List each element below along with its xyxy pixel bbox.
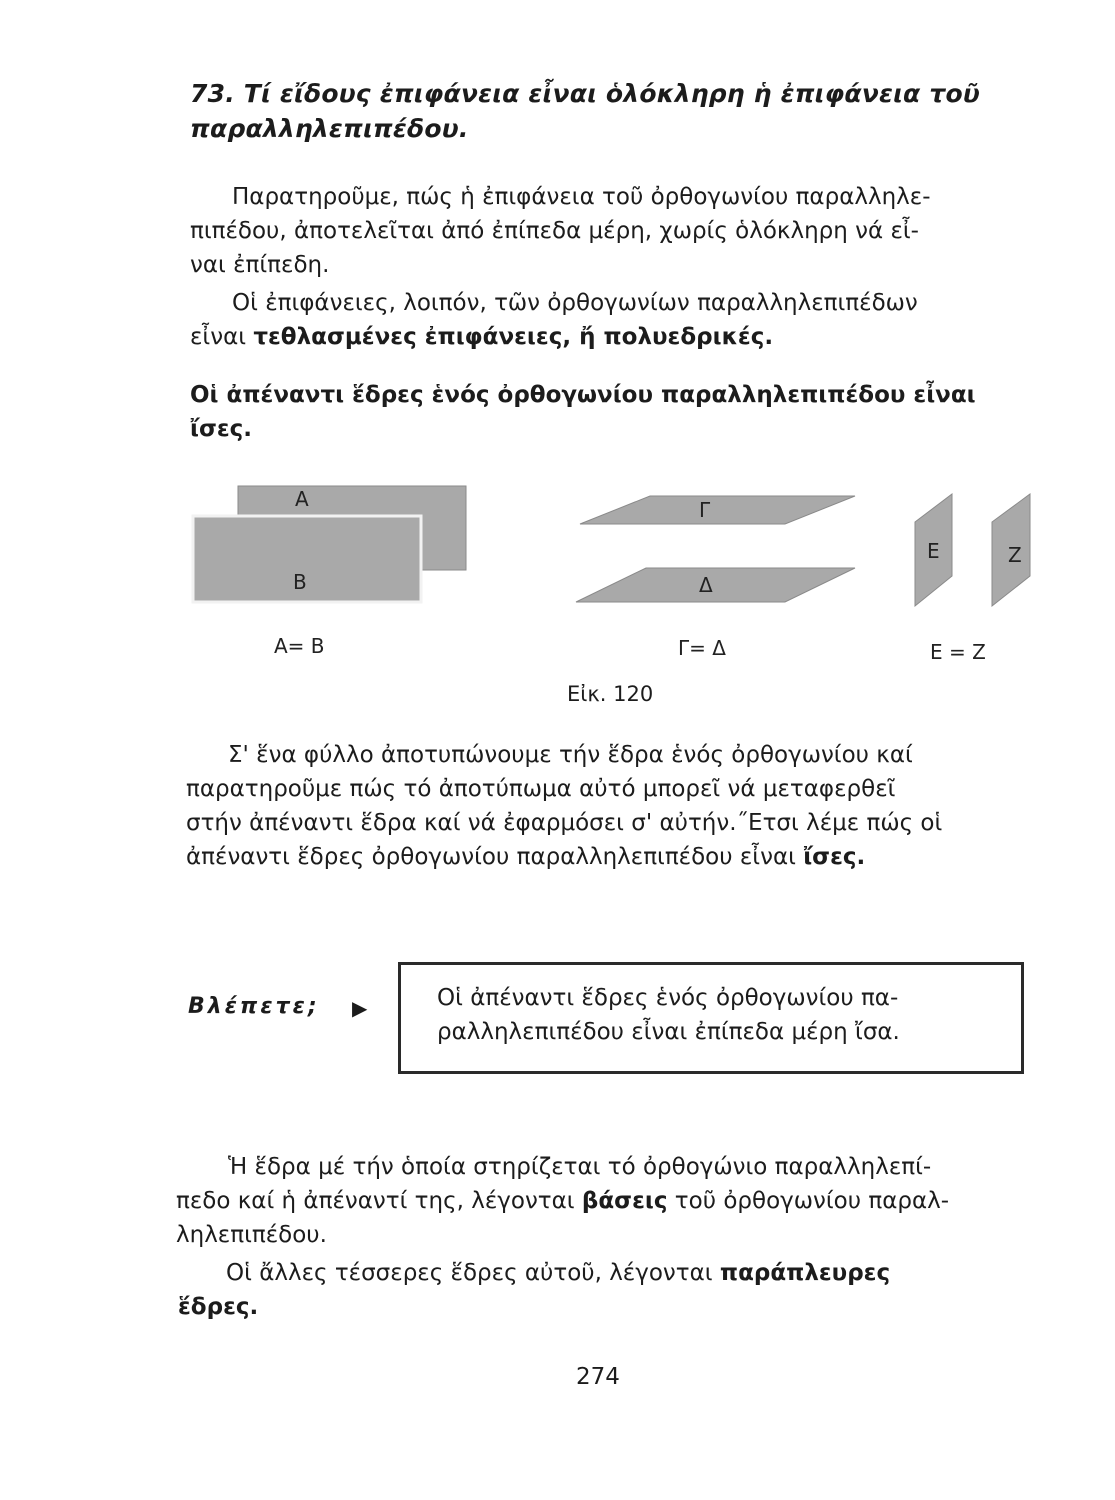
para6-line-1-bold: παράπλευρες: [719, 1260, 891, 1286]
page-number: 274: [576, 1364, 620, 1390]
para6-line-2: ἕδρες.: [178, 1294, 259, 1320]
look-label: Βλέπετε;: [188, 994, 320, 1019]
equation-epsilon-equals-zeta: Ε = Ζ: [930, 640, 986, 664]
summary-line-1: Οἱ ἀπέναντι ἕδρες ἑνός ὀρθογωνίου πα-: [437, 985, 899, 1011]
paragraph-surface-observation: [190, 180, 1048, 282]
para1-line-2: πιπέδου, ἀποτελεῖται ἀπό ἐπίπεδα μέρη, χωρίς ὁλόκληρη νά εἶ-: [190, 218, 919, 244]
para4-line-4-bold: ἴσες.: [803, 844, 866, 870]
summary-box: [398, 962, 1024, 1074]
label-a: Α: [295, 487, 309, 511]
paragraph-bases-definition: [176, 1150, 1034, 1252]
section-heading: [190, 76, 1050, 146]
equation-gamma-equals-delta: Γ= Δ: [678, 636, 726, 660]
summary-box-text: [437, 981, 997, 1049]
para3-line-1: Οἱ ἀπέναντι ἕδρες ἑνός ὀρθογωνίου παραλληλεπιπέδου εἶναι: [190, 382, 976, 408]
para4-line-1: Σ' ἕνα φύλλο ἀποτυπώνουμε τήν ἕδρα ἑνός ὀρθογωνίου καί: [228, 742, 913, 768]
para5-line-2-bold: βάσεις: [581, 1188, 668, 1214]
para4-line-2: παρατηροῦμε πώς τό ἀποτύπωμα αὐτό μπορεῖ νά μεταφερθεῖ: [186, 776, 896, 802]
para1-line-1: Παρατηροῦμε, πώς ἡ ἐπιφάνεια τοῦ ὀρθογωνίου παραλληλε-: [232, 184, 931, 210]
para5-line-2-plain: πεδο καί ἡ ἀπέναντί της, λέγονται: [176, 1188, 582, 1214]
para3-line-2: ἴσες.: [190, 416, 253, 442]
figure-120: [180, 476, 1050, 716]
para2-line-2-plain: εἶναι: [190, 324, 254, 350]
face-delta-parallelogram: [576, 568, 855, 602]
para5-line-2-rest: τοῦ ὀρθογωνίου παραλ-: [667, 1188, 950, 1214]
label-gamma: Γ: [699, 498, 711, 522]
label-delta: Δ: [699, 573, 713, 597]
label-epsilon: Ε: [927, 539, 940, 563]
para2-line-1: Οἱ ἐπιφάνειες, λοιπόν, τῶν ὀρθογωνίων παραλληλεπιπέδων: [232, 290, 918, 316]
paragraph-imprint-experiment: [186, 738, 1046, 874]
para4-line-4-plain: ἀπέναντι ἕδρες ὀρθογωνίου παραλληλεπιπέδου εἶναι: [186, 844, 804, 870]
para6-line-1-plain: Οἱ ἄλλες τέσσερες ἕδρες αὐτοῦ, λέγονται: [226, 1260, 720, 1286]
label-b: Β: [293, 570, 307, 594]
heading-line-2: παραλληλεπιπέδου.: [190, 114, 469, 143]
label-zeta: Ζ: [1008, 543, 1022, 567]
heading-line-1: 73. Τί εἴδους ἐπιφάνεια εἶναι ὁλόκληρη ἡ ἐπιφάνεια τοῦ: [190, 79, 980, 108]
play-arrow-icon: ▶: [352, 996, 368, 1020]
para4-line-3: στήν ἀπέναντι ἕδρα καί νά ἐφαρμόσει σ' αὐτήν.˝Ετσι λέμε πώς οἱ: [186, 810, 943, 836]
paragraph-opposite-faces-equal: [190, 378, 1048, 446]
para5-line-3: ληλεπιπέδου.: [176, 1222, 327, 1248]
para5-line-1: Ἡ ἕδρα μέ τήν ὁποία στηρίζεται τό ὀρθογώνιο παραλληλεπί-: [228, 1154, 932, 1180]
summary-line-2: ραλληλεπιπέδου εἶναι ἐπίπεδα μέρη ἴσα.: [437, 1019, 900, 1045]
face-gamma-parallelogram: [580, 496, 855, 524]
figure-120-drawing: [180, 476, 1050, 716]
equation-a-equals-b: Α= Β: [274, 634, 325, 658]
figure-caption: Εἰκ. 120: [567, 682, 654, 706]
paragraph-polyhedral-surfaces: [190, 286, 1048, 354]
para1-line-3: ναι ἐπίπεδη.: [190, 252, 330, 278]
para2-line-2-bold: τεθλασμένες ἐπιφάνειες, ἤ πολυεδρικές.: [253, 324, 774, 350]
face-b-rect: [193, 516, 421, 602]
paragraph-lateral-faces: [178, 1256, 1034, 1324]
